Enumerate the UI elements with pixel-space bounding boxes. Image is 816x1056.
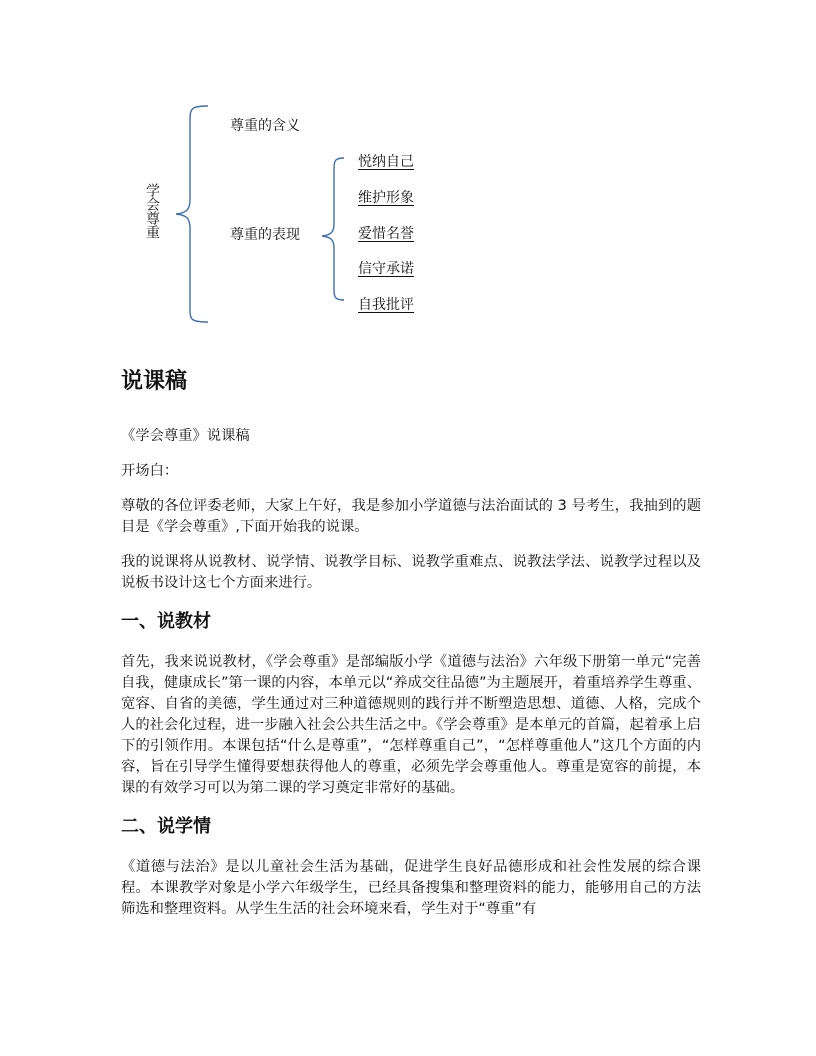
leaf-keep-promise: 信守承诺: [358, 261, 414, 277]
branch-meaning: 尊重的含义: [230, 118, 300, 134]
mind-map-brackets: [0, 0, 816, 340]
document-body: [121, 364, 701, 934]
document-title: 说课稿: [121, 369, 188, 394]
root-brace: [176, 106, 208, 322]
mind-map: [0, 0, 816, 340]
document-subtitle: 《学会尊重》说课稿: [121, 428, 250, 444]
branch-expression: 尊重的表现: [230, 227, 300, 243]
leaf-cherish-reputation: 爱惜名誉: [358, 226, 414, 242]
mind-map-root: 学会尊重: [144, 183, 160, 239]
section-heading-textbook: 一、说教材: [121, 611, 211, 632]
leaf-accept-self: 悦纳自己: [358, 154, 414, 170]
section-paragraph-textbook: 首先，我来说说教材，《学会尊重》是部编版小学《道德与法治》六年级下册第一单元“完善自我，健康成长”第一课的内容，本单元以“养成交往品德”为主题展开，着重培养学生尊重、宽容、自省的美德，学生通过对三种道德规则的践行并不断塑造思想、道德、人格，完成个人的社会化过程，进一步融入社会公共生活之中。《学会尊重》是本单元的首篇，起着承上启下的引领作用。本课包括“什么是尊重”，“怎样尊重自己”，“怎样尊重他人”这几个方面的内容，旨在引导学生懂得要想获得他人的尊重，必须先学会尊重他人。尊重是宽容的前提，本课的有效学习可以为第二课的学习奠定非常好的基础。: [121, 654, 701, 796]
leaf-maintain-image: 维护形象: [358, 190, 414, 206]
section-paragraph-students: 《道德与法治》是以儿童社会生活为基础，促进学生良好品德形成和社会性发展的综合课程。本课教学对象是小学六年级学生，已经具备搜集和整理资料的能力，能够用自己的方法筛选和整理资料。从学生生活的社会环境来看，学生对于“尊重”有: [121, 859, 701, 917]
outline-paragraph: 我的说课将从说教材、说学情、说教学目标、说教学重难点、说教法学法、说教学过程以及说板书设计这七个方面来进行。: [121, 554, 701, 591]
opening-label: 开场白：: [121, 463, 179, 479]
expression-brace: [322, 158, 344, 300]
section-heading-students: 二、说学情: [121, 816, 211, 837]
opening-paragraph: 尊敬的各位评委老师，大家上午好，我是参加小学道德与法治面试的 3 号考生，我抽到的题目是《学会尊重》,下面开始我的说课。: [121, 498, 701, 535]
leaf-self-criticism: 自我批评: [358, 297, 414, 313]
